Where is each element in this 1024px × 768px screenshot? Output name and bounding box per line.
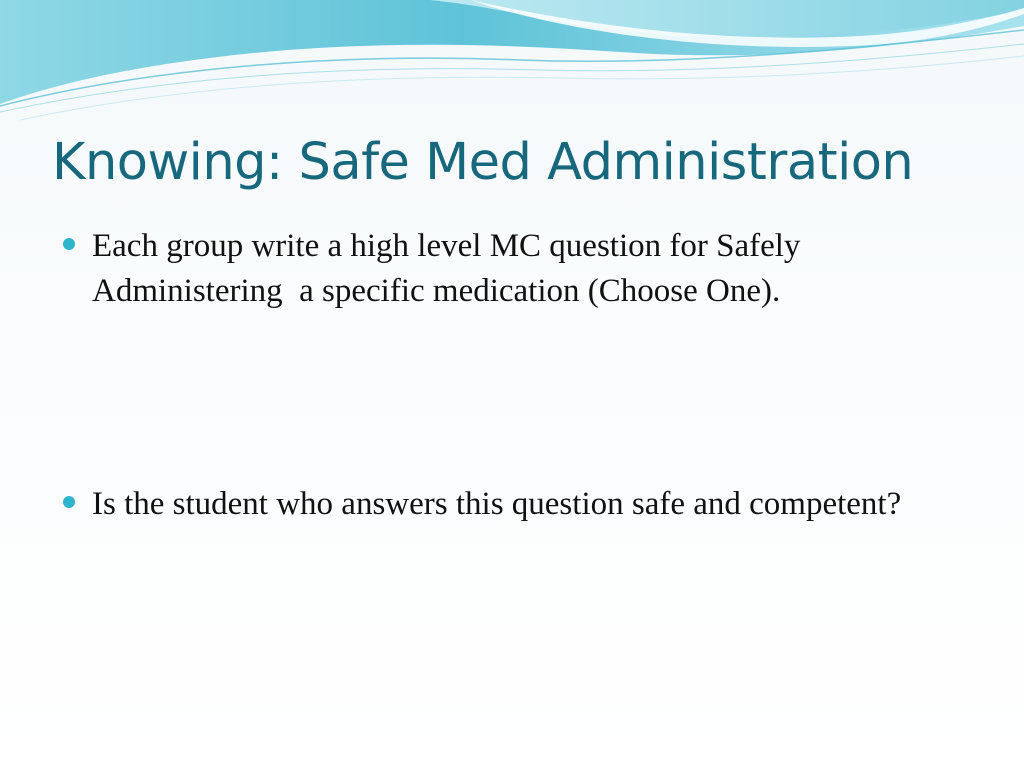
bullet-dot-icon — [63, 496, 75, 508]
slide-title: Knowing: Safe Med Administration — [52, 133, 914, 192]
bullet-dot-icon — [63, 238, 75, 250]
bullet-item — [60, 224, 960, 314]
bullet-text: Is the student who answers this question safe and competent? — [92, 486, 902, 522]
bullet-item — [60, 482, 960, 527]
bullet-list — [60, 224, 960, 527]
wave-header-decoration — [0, 0, 1024, 130]
bullet-text: Each group write a high level MC question for Safely Administering a specific medication (Choose One). — [92, 228, 807, 309]
